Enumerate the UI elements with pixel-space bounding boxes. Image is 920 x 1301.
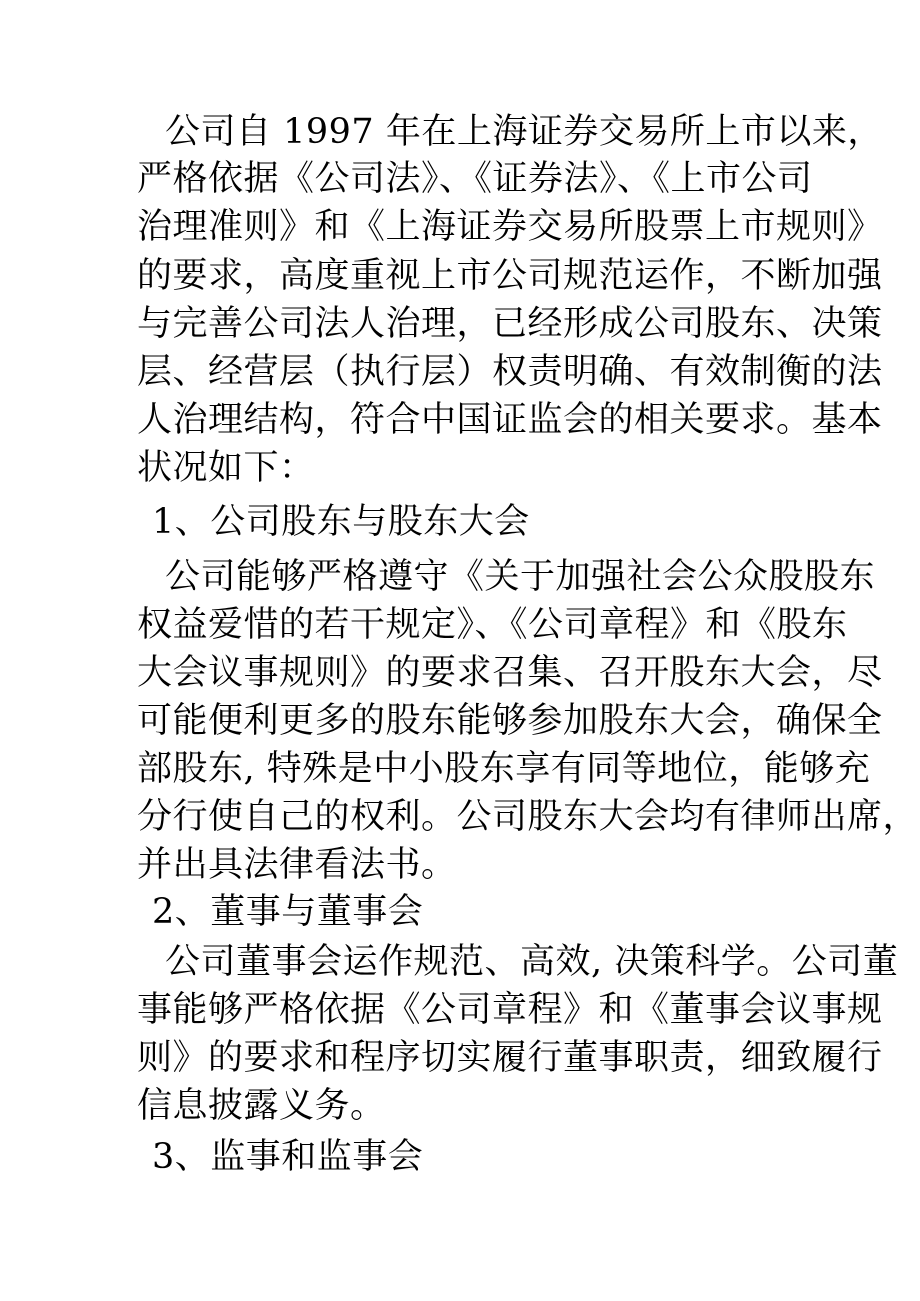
paragraph-line: 大会议事规则》的要求召集、召开股东大会，尽 (137, 653, 883, 693)
paragraph-line: 可能便利更多的股东能够参加股东大会，确保全 (137, 701, 883, 741)
paragraph-line: 部股东, 特殊是中小股东享有同等地位，能够充 (137, 749, 871, 789)
paragraph-line: 并出具法律看法书。 (137, 845, 457, 885)
paragraph-line: 层、经营层（执行层）权责明确、有效制衡的法 (137, 352, 883, 392)
paragraph-line: 人治理结构，符合中国证监会的相关要求。基本 (137, 400, 883, 440)
paragraph-line: 权益爱惜的若干规定》、《公司章程》和《股东 (137, 605, 848, 645)
paragraph-line: 严格依据《公司法》、《证券法》、《上市公司 (137, 159, 813, 199)
paragraph-line: 信息披露义务。 (137, 1086, 386, 1126)
section-heading: 3、监事和监事会 (152, 1137, 424, 1177)
paragraph-line: 状况如下： (137, 448, 315, 488)
paragraph-line: 事能够严格依据《公司章程》和《董事会议事规 (137, 990, 883, 1030)
paragraph-line: 治理准则》和《上海证券交易所股票上市规则》 (137, 207, 883, 247)
paragraph-line: 则》的要求和程序切实履行董事职责，细致履行 (137, 1038, 883, 1078)
paragraph-line: 与完善公司法人治理，已经形成公司股东、决策 (137, 304, 883, 344)
paragraph-line: 的要求，高度重视上市公司规范运作，不断加强 (137, 256, 883, 296)
section-heading: 1、公司股东与股东大会 (152, 502, 530, 542)
paragraph-line: 分行使自己的权利。公司股东大会均有律师出席， (137, 797, 919, 837)
section-heading: 2、董事与董事会 (152, 892, 424, 932)
paragraph-line: 公司自 1997 年在上海证券交易所上市以来， (165, 112, 883, 152)
paragraph-line: 公司董事会运作规范、高效, 决策科学。公司董 (165, 942, 899, 982)
paragraph-line: 公司能够严格遵守《关于加强社会公众股股东 (165, 557, 876, 597)
